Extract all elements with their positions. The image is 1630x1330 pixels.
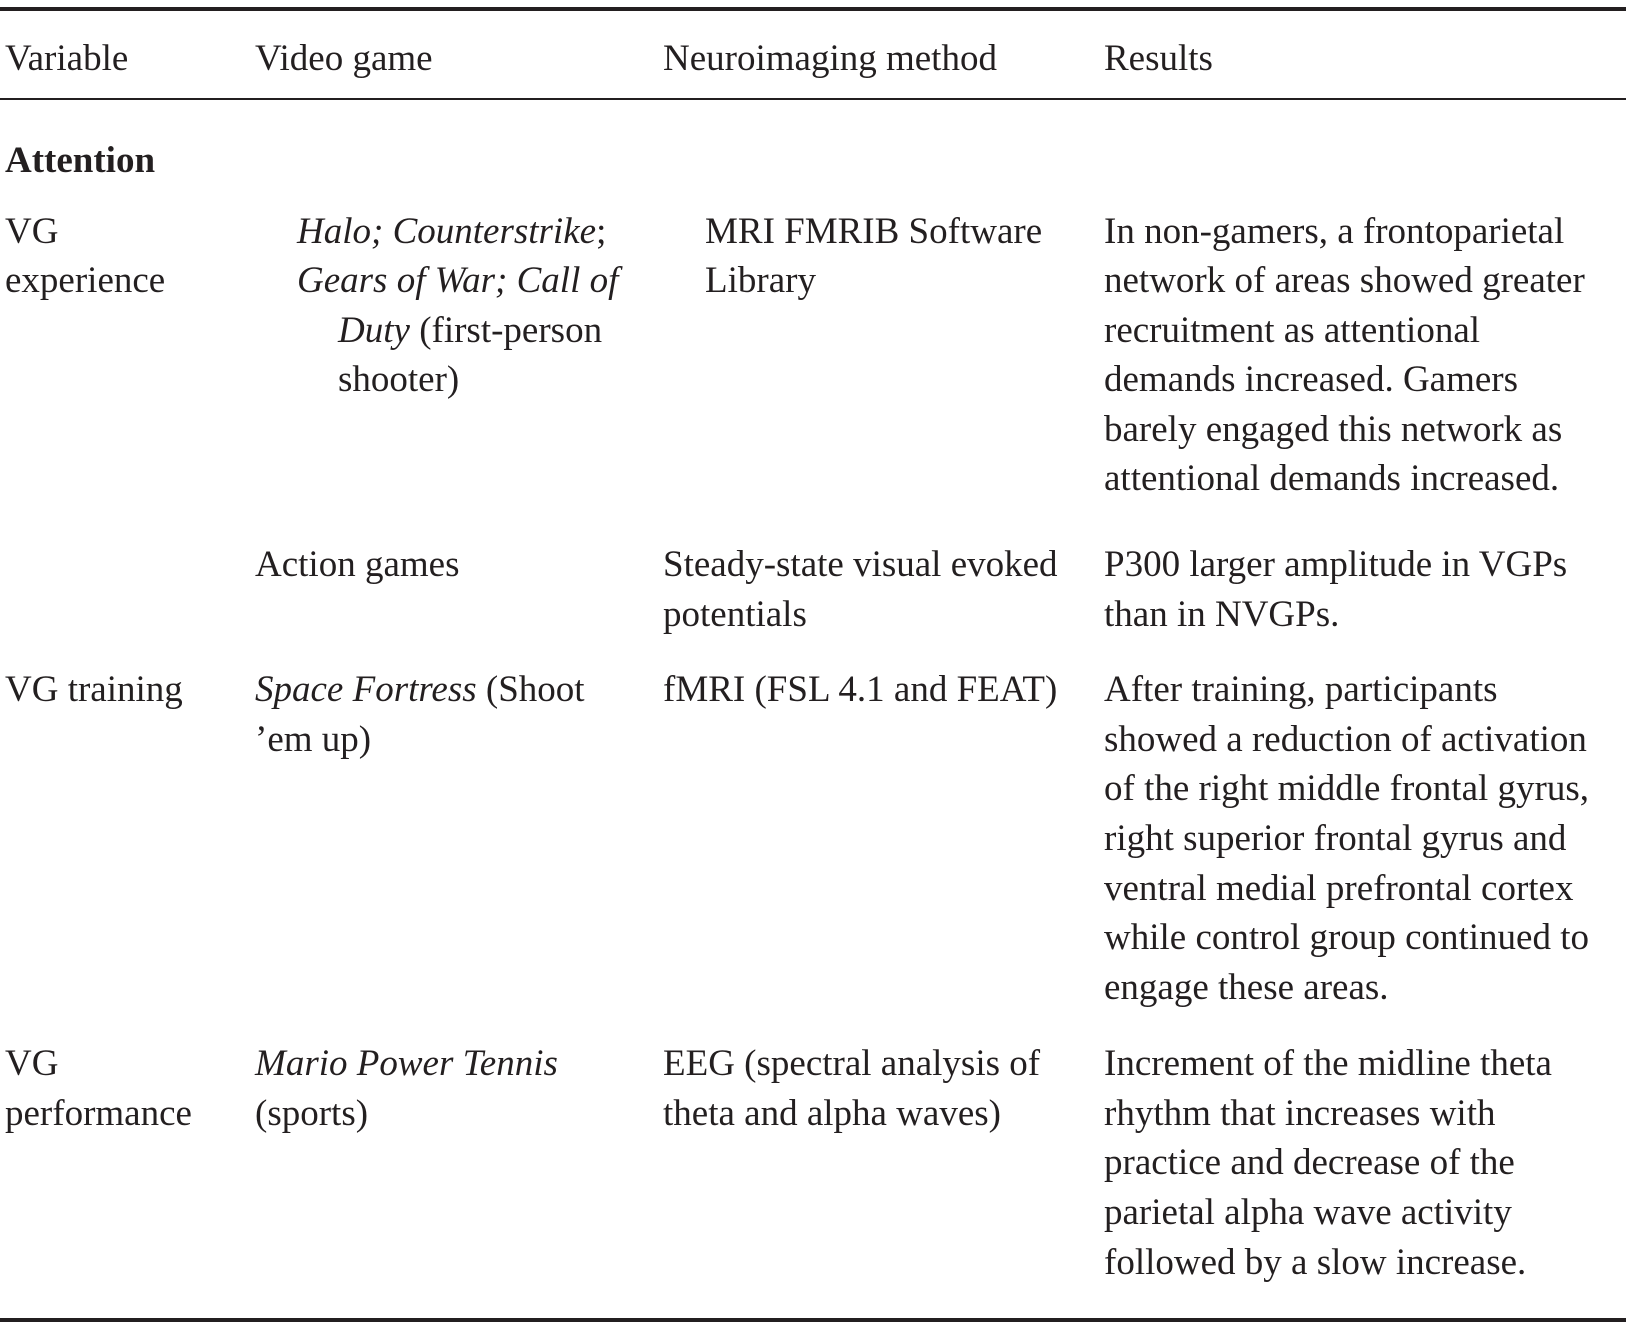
row3-results-line5: ventral medial prefrontal cortex (1104, 868, 1574, 909)
header-neuroimaging-method: Neuroimaging method (663, 38, 997, 79)
header-variable: Variable (5, 38, 129, 79)
row4-method-line1: EEG (spectral analysis of (663, 1043, 1041, 1084)
row3-results-line6: while control group continued to (1104, 917, 1590, 958)
row1-game-title: Halo; Counterstrike (297, 211, 597, 252)
row1-game-title2: Gears of War; Call of (297, 260, 619, 301)
row4-method-line2: theta and alpha waves) (663, 1093, 1001, 1134)
row3-results-line7: engage these areas. (1104, 967, 1389, 1008)
row1-game-sep: ; (596, 211, 607, 252)
header-results: Results (1104, 38, 1213, 79)
row3-variable-line1: VG training (5, 669, 183, 710)
row4-variable-line1: VG (5, 1043, 59, 1084)
row4-variable-line2: performance (5, 1093, 192, 1134)
row1-method-line1: MRI FMRIB Software (705, 211, 1043, 252)
row4-results-line5: followed by a slow increase. (1104, 1242, 1527, 1283)
row1-variable-line2: experience (5, 260, 166, 301)
top-rule (0, 7, 1626, 11)
row3-game-title: Space Fortress (255, 669, 477, 710)
row4-results-line3: practice and decrease of the (1104, 1142, 1515, 1183)
row1-variable-line1: VG (5, 211, 59, 252)
row1-results-line1: In non-gamers, a frontoparietal (1104, 211, 1565, 252)
row3-game-line2: ’em up) (255, 719, 372, 760)
row1-method-line2: Library (705, 260, 816, 301)
header-video-game: Video game (255, 38, 433, 79)
row2-results-line2: than in NVGPs. (1104, 594, 1340, 635)
row1-game-line2 (297, 256, 618, 306)
row2-method-line1: Steady-state visual evoked (663, 544, 1058, 585)
row4-game-line1 (255, 1039, 558, 1089)
section-heading: Attention (5, 140, 156, 181)
row1-game-line3 (338, 306, 602, 356)
row4-game-line2: (sports) (255, 1093, 369, 1134)
row1-results-line3: recruitment as attentional (1104, 310, 1481, 351)
row3-results-line4: right superior frontal gyrus and (1104, 818, 1567, 859)
row3-results-line3: of the right middle frontal gyrus, (1104, 768, 1590, 809)
row4-results-line1: Increment of the midline theta (1104, 1043, 1552, 1084)
row1-results-line5: barely engaged this network as (1104, 409, 1563, 450)
row3-results-line1: After training, participants (1104, 669, 1498, 710)
row1-game-title3: Duty (338, 310, 410, 351)
row2-game-line1: Action games (255, 544, 460, 585)
row1-results-line6: attentional demands increased. (1104, 458, 1560, 499)
row1-results-line4: demands increased. Gamers (1104, 359, 1519, 400)
row1-game-genre: (first-person (409, 310, 603, 351)
row2-method-line2: potentials (663, 594, 807, 635)
row4-results-line4: parietal alpha wave activity (1104, 1192, 1512, 1233)
row3-results-line2: showed a reduction of activation (1104, 719, 1587, 760)
row1-results-line2: network of areas showed greater (1104, 260, 1585, 301)
row3-method-line1: fMRI (FSL 4.1 and FEAT) (663, 669, 1058, 710)
row3-game-line1 (255, 665, 585, 715)
row1-game-line1 (297, 207, 606, 257)
row3-game-genre: (Shoot (476, 669, 585, 710)
row1-game-line4: shooter) (338, 359, 460, 400)
row2-results-line1: P300 larger amplitude in VGPs (1104, 544, 1568, 585)
header-rule (0, 98, 1626, 100)
row4-game-title: Mario Power Tennis (255, 1043, 558, 1084)
row4-results-line2: rhythm that increases with (1104, 1093, 1496, 1134)
bottom-rule (0, 1318, 1626, 1322)
